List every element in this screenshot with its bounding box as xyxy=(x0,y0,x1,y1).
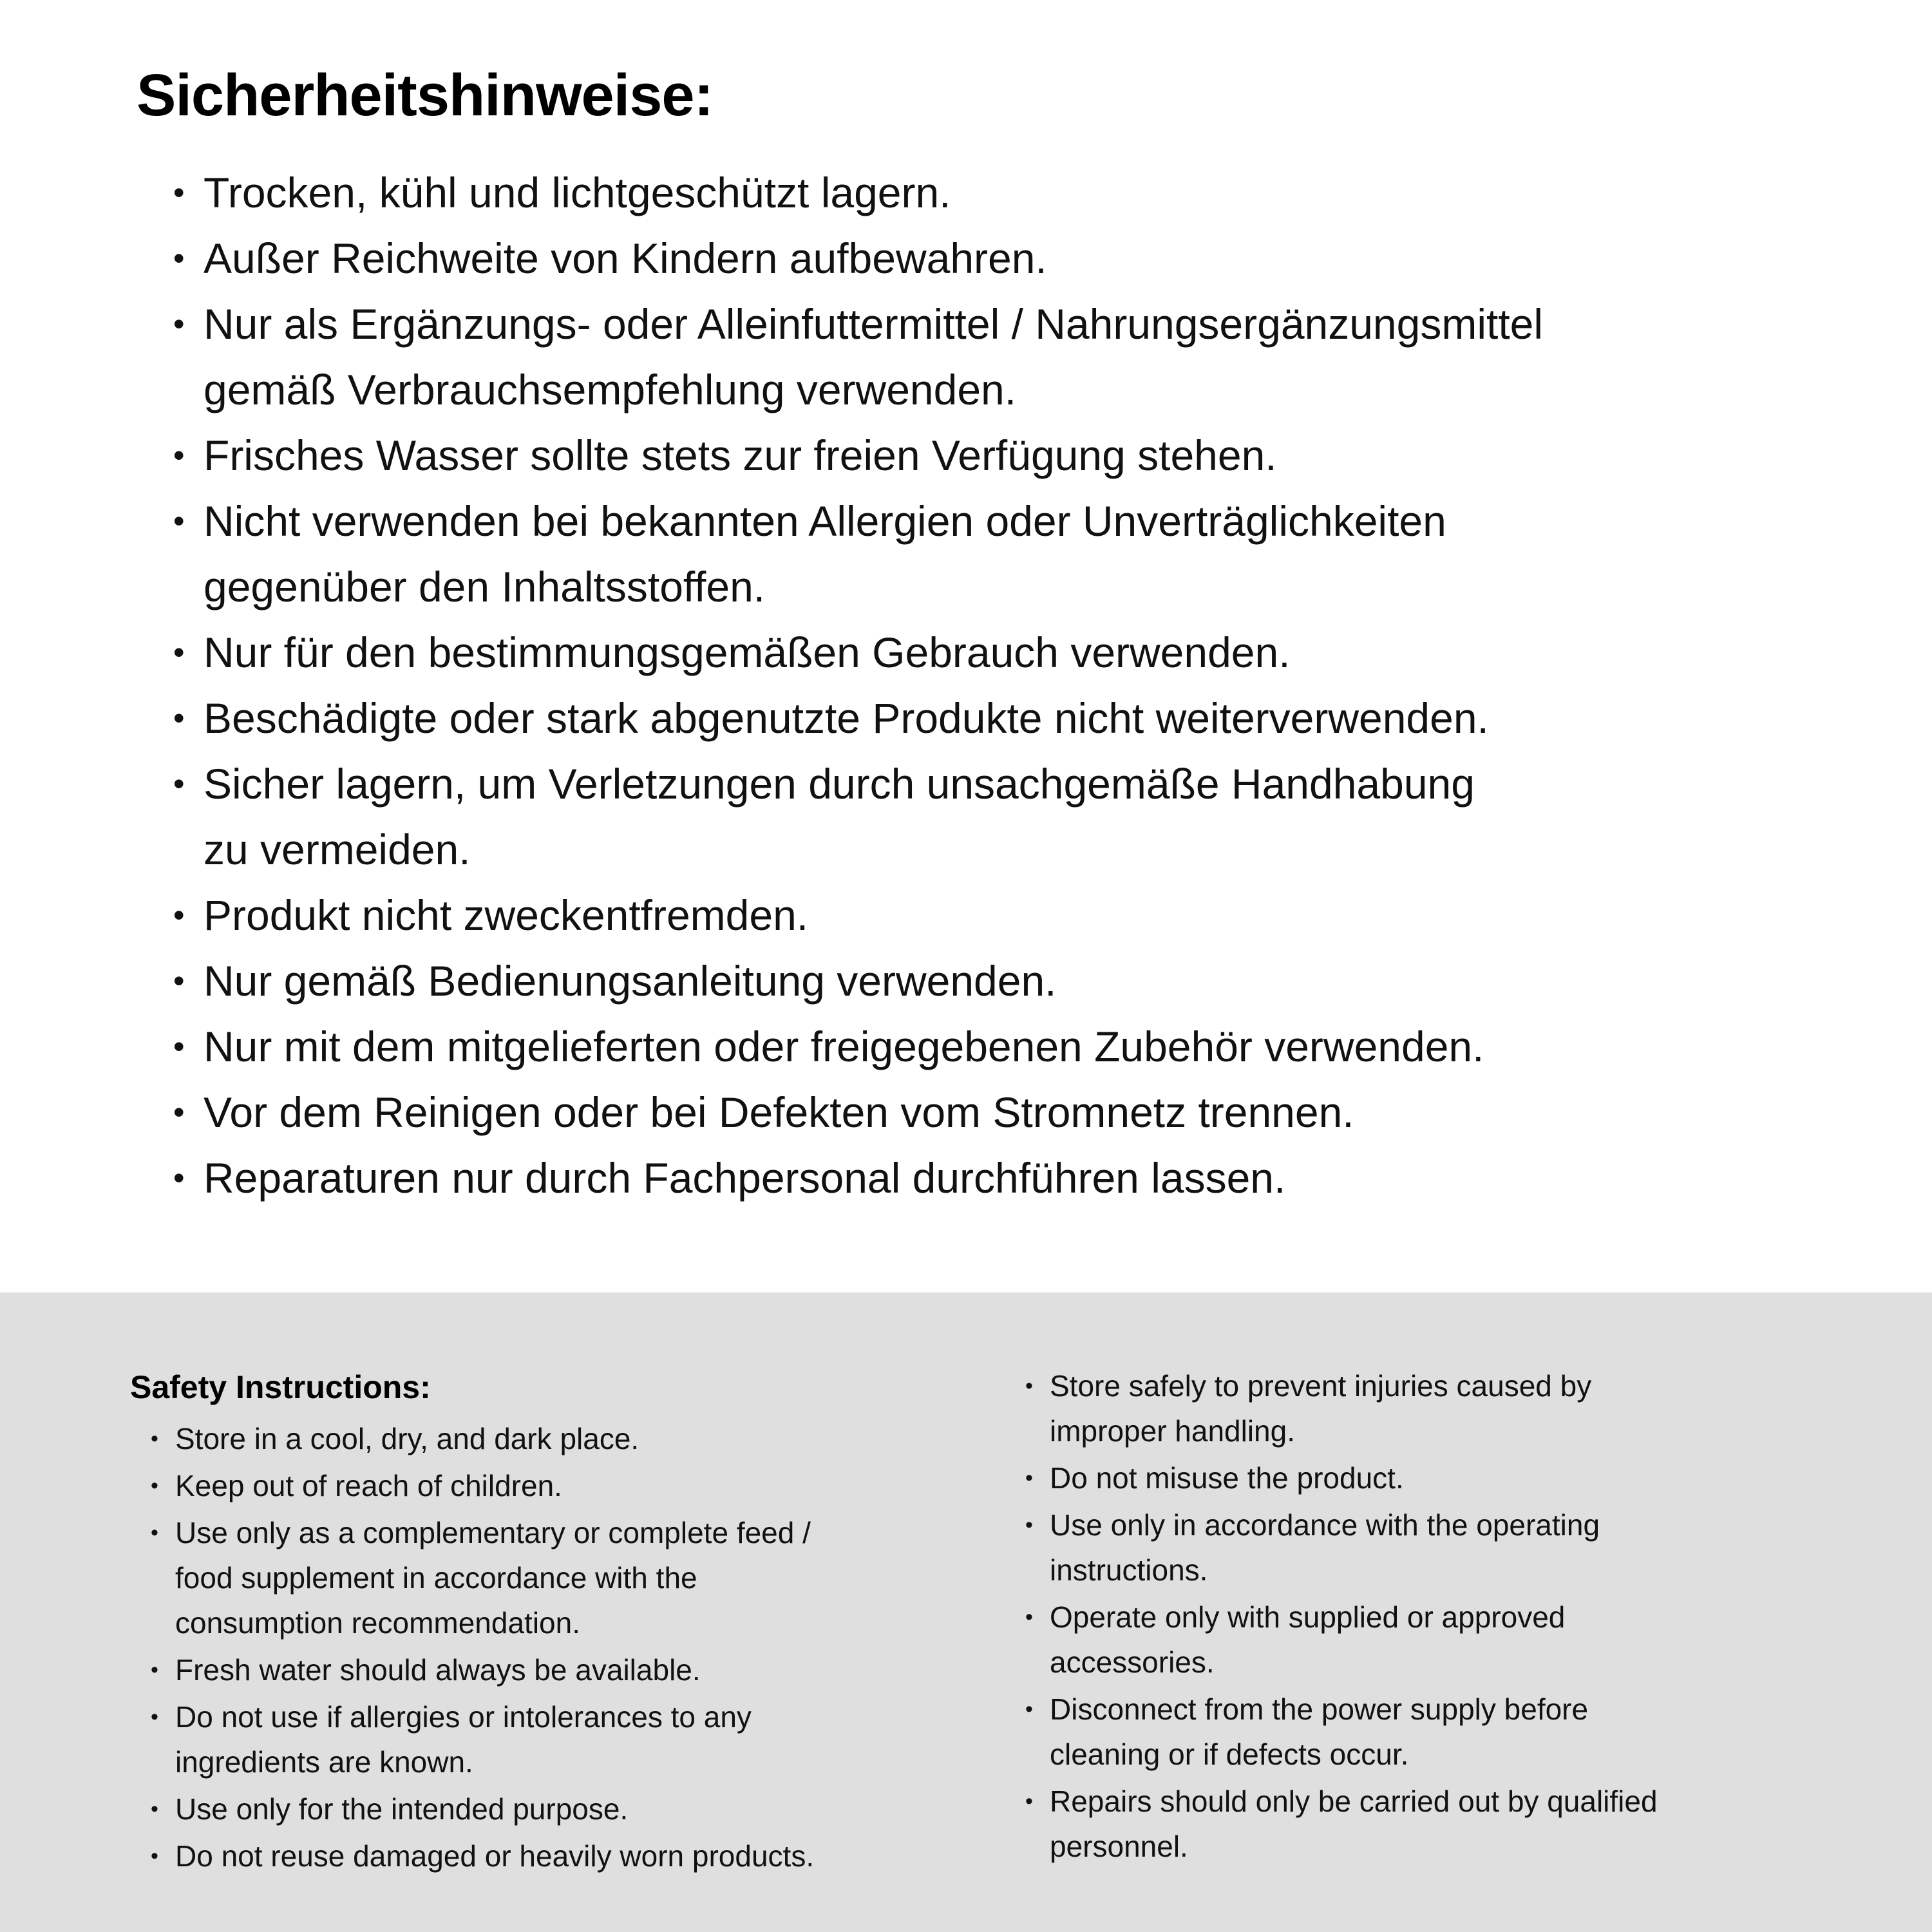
text-line: Store safely to prevent injuries caused by xyxy=(1050,1369,1592,1403)
bullet-icon: • xyxy=(173,437,185,473)
list-item-text xyxy=(204,751,1475,882)
bullet-icon: • xyxy=(151,1426,158,1451)
text-line: Fresh water should always be available. xyxy=(175,1653,701,1687)
list-item-text xyxy=(175,1786,628,1832)
text-line: Beschädigte oder stark abgenutzte Produkte nicht weiterverwenden. xyxy=(204,694,1489,742)
text-line: improper handling. xyxy=(1050,1414,1296,1448)
bullet-icon: • xyxy=(151,1797,158,1821)
text-line: Sicher lagern, um Verletzungen durch unsachgemäße Handhabung xyxy=(204,759,1475,808)
list-item-text xyxy=(1050,1502,1600,1593)
list-item-text xyxy=(204,422,1277,488)
list-item-text xyxy=(1050,1363,1591,1454)
list-item-text xyxy=(175,1833,814,1879)
list-item-text xyxy=(175,1694,752,1785)
bullet-icon: • xyxy=(151,1705,158,1729)
english-heading: Safety Instructions: xyxy=(130,1369,431,1405)
text-line: food supplement in accordance with the xyxy=(175,1561,697,1595)
list-item xyxy=(130,1647,1025,1692)
bullet-icon: • xyxy=(151,1658,158,1682)
list-item xyxy=(130,1786,1025,1832)
list-item xyxy=(1025,1363,1927,1454)
list-item-text xyxy=(1050,1595,1565,1685)
bullet-icon: • xyxy=(173,1094,185,1130)
text-line: Außer Reichweite von Kindern aufbewahren. xyxy=(204,234,1047,282)
text-line: accessories. xyxy=(1050,1645,1215,1679)
list-item xyxy=(130,1510,1025,1645)
list-item-text xyxy=(204,1014,1484,1079)
list-item-text xyxy=(204,291,1543,422)
list-item xyxy=(1025,1455,1927,1501)
list-item xyxy=(137,620,1888,685)
list-item-text xyxy=(204,160,951,225)
text-line: consumption recommendation. xyxy=(175,1606,580,1640)
text-line: Nur mit dem mitgelieferten oder freigegebenen Zubehör verwenden. xyxy=(204,1022,1484,1070)
english-right-column xyxy=(1025,1363,1927,1871)
list-item-text xyxy=(1050,1455,1404,1501)
list-item-text xyxy=(204,1145,1285,1211)
list-item-text xyxy=(204,1079,1354,1145)
list-item xyxy=(130,1416,1025,1461)
bullet-icon: • xyxy=(151,1473,158,1498)
list-item-text xyxy=(1050,1779,1658,1869)
bullet-icon: • xyxy=(1025,1697,1033,1721)
bullet-icon: • xyxy=(173,699,185,736)
list-item xyxy=(1025,1502,1927,1593)
text-line: Do not misuse the product. xyxy=(1050,1461,1404,1495)
list-item xyxy=(137,882,1888,948)
text-line: Frisches Wasser sollte stets zur freien Verfügung stehen. xyxy=(204,431,1277,479)
text-line: Use only as a complementary or complete feed / xyxy=(175,1516,811,1549)
bullet-icon: • xyxy=(1025,1605,1033,1629)
text-line: Use only for the intended purpose. xyxy=(175,1792,629,1826)
list-item xyxy=(130,1833,1025,1879)
bullet-icon: • xyxy=(1025,1513,1033,1537)
list-item xyxy=(137,948,1888,1014)
list-item-text xyxy=(175,1510,811,1645)
text-line: Do not use if allergies or intolerances to any xyxy=(175,1700,752,1734)
text-line: Nur für den bestimmungsgemäßen Gebrauch verwenden. xyxy=(204,628,1291,676)
english-left-column xyxy=(130,1365,1025,1880)
list-item-text xyxy=(204,225,1047,291)
list-item xyxy=(137,685,1888,751)
bullet-icon: • xyxy=(173,962,185,999)
list-item-text xyxy=(204,685,1489,751)
list-item-text xyxy=(175,1416,639,1461)
text-line: Nur als Ergänzungs- oder Alleinfuttermittel / Nahrungsergänzungsmittel xyxy=(204,299,1544,348)
english-section-panel xyxy=(0,1293,1932,1932)
bullet-icon: • xyxy=(173,1159,185,1196)
bullet-icon: • xyxy=(173,305,185,342)
bullet-icon: • xyxy=(1025,1374,1033,1398)
text-line: cleaning or if defects occur. xyxy=(1050,1738,1409,1771)
text-line: Nur gemäß Bedienungsanleitung verwenden. xyxy=(204,956,1057,1005)
bullet-icon: • xyxy=(173,240,185,276)
bullet-icon: • xyxy=(173,896,185,933)
text-line: Do not reuse damaged or heavily worn products. xyxy=(175,1839,815,1873)
text-line: Use only in accordance with the operating xyxy=(1050,1508,1600,1542)
bullet-icon: • xyxy=(173,1028,185,1065)
list-item xyxy=(137,422,1888,488)
text-line: Produkt nicht zweckentfremden. xyxy=(204,891,809,939)
list-item xyxy=(137,291,1888,422)
list-item-text xyxy=(204,488,1446,620)
text-line: Operate only with supplied or approved xyxy=(1050,1600,1566,1634)
text-line: Disconnect from the power supply before xyxy=(1050,1692,1589,1726)
bullet-icon: • xyxy=(1025,1789,1033,1814)
text-line: Trocken, kühl und lichtgeschützt lagern. xyxy=(204,168,951,216)
bullet-icon: • xyxy=(1025,1466,1033,1490)
list-item xyxy=(137,751,1888,882)
text-line: Keep out of reach of children. xyxy=(175,1469,562,1502)
bullet-icon: • xyxy=(173,634,185,670)
english-left-bullet-list xyxy=(130,1416,1025,1879)
bullet-icon: • xyxy=(151,1520,158,1545)
german-heading: Sicherheitshinweise: xyxy=(137,62,714,128)
bullet-icon: • xyxy=(151,1844,158,1868)
list-item xyxy=(137,488,1888,620)
list-item-text xyxy=(204,882,808,948)
list-item xyxy=(137,1079,1888,1145)
text-line: zu vermeiden. xyxy=(204,825,471,873)
text-line: personnel. xyxy=(1050,1830,1188,1863)
list-item xyxy=(1025,1779,1927,1869)
list-item-text xyxy=(175,1647,701,1692)
text-line: instructions. xyxy=(1050,1553,1208,1587)
text-line: Repairs should only be carried out by qualified xyxy=(1050,1785,1658,1818)
list-item xyxy=(137,1145,1888,1211)
list-item xyxy=(137,1014,1888,1079)
list-item xyxy=(130,1463,1025,1508)
list-item-text xyxy=(204,620,1291,685)
text-line: Reparaturen nur durch Fachpersonal durchführen lassen. xyxy=(204,1153,1286,1202)
list-item-text xyxy=(204,948,1057,1014)
bullet-icon: • xyxy=(173,174,185,211)
list-item xyxy=(1025,1595,1927,1685)
list-item-text xyxy=(1050,1687,1588,1777)
list-item xyxy=(137,225,1888,291)
german-bullet-list xyxy=(137,160,1888,1211)
text-line: Nicht verwenden bei bekannten Allergien oder Unverträglichkeiten xyxy=(204,497,1446,545)
text-line: Vor dem Reinigen oder bei Defekten vom Stromnetz trennen. xyxy=(204,1088,1354,1136)
bullet-icon: • xyxy=(173,765,185,802)
text-line: gegenüber den Inhaltsstoffen. xyxy=(204,562,766,611)
list-item xyxy=(130,1694,1025,1785)
list-item xyxy=(1025,1687,1927,1777)
list-item-text xyxy=(175,1463,562,1508)
text-line: ingredients are known. xyxy=(175,1745,473,1779)
text-line: Store in a cool, dry, and dark place. xyxy=(175,1422,639,1455)
english-right-bullet-list xyxy=(1025,1363,1927,1869)
bullet-icon: • xyxy=(173,502,185,539)
text-line: gemäß Verbrauchsempfehlung verwenden. xyxy=(204,365,1017,413)
list-item xyxy=(137,160,1888,225)
german-section xyxy=(137,62,1888,1211)
